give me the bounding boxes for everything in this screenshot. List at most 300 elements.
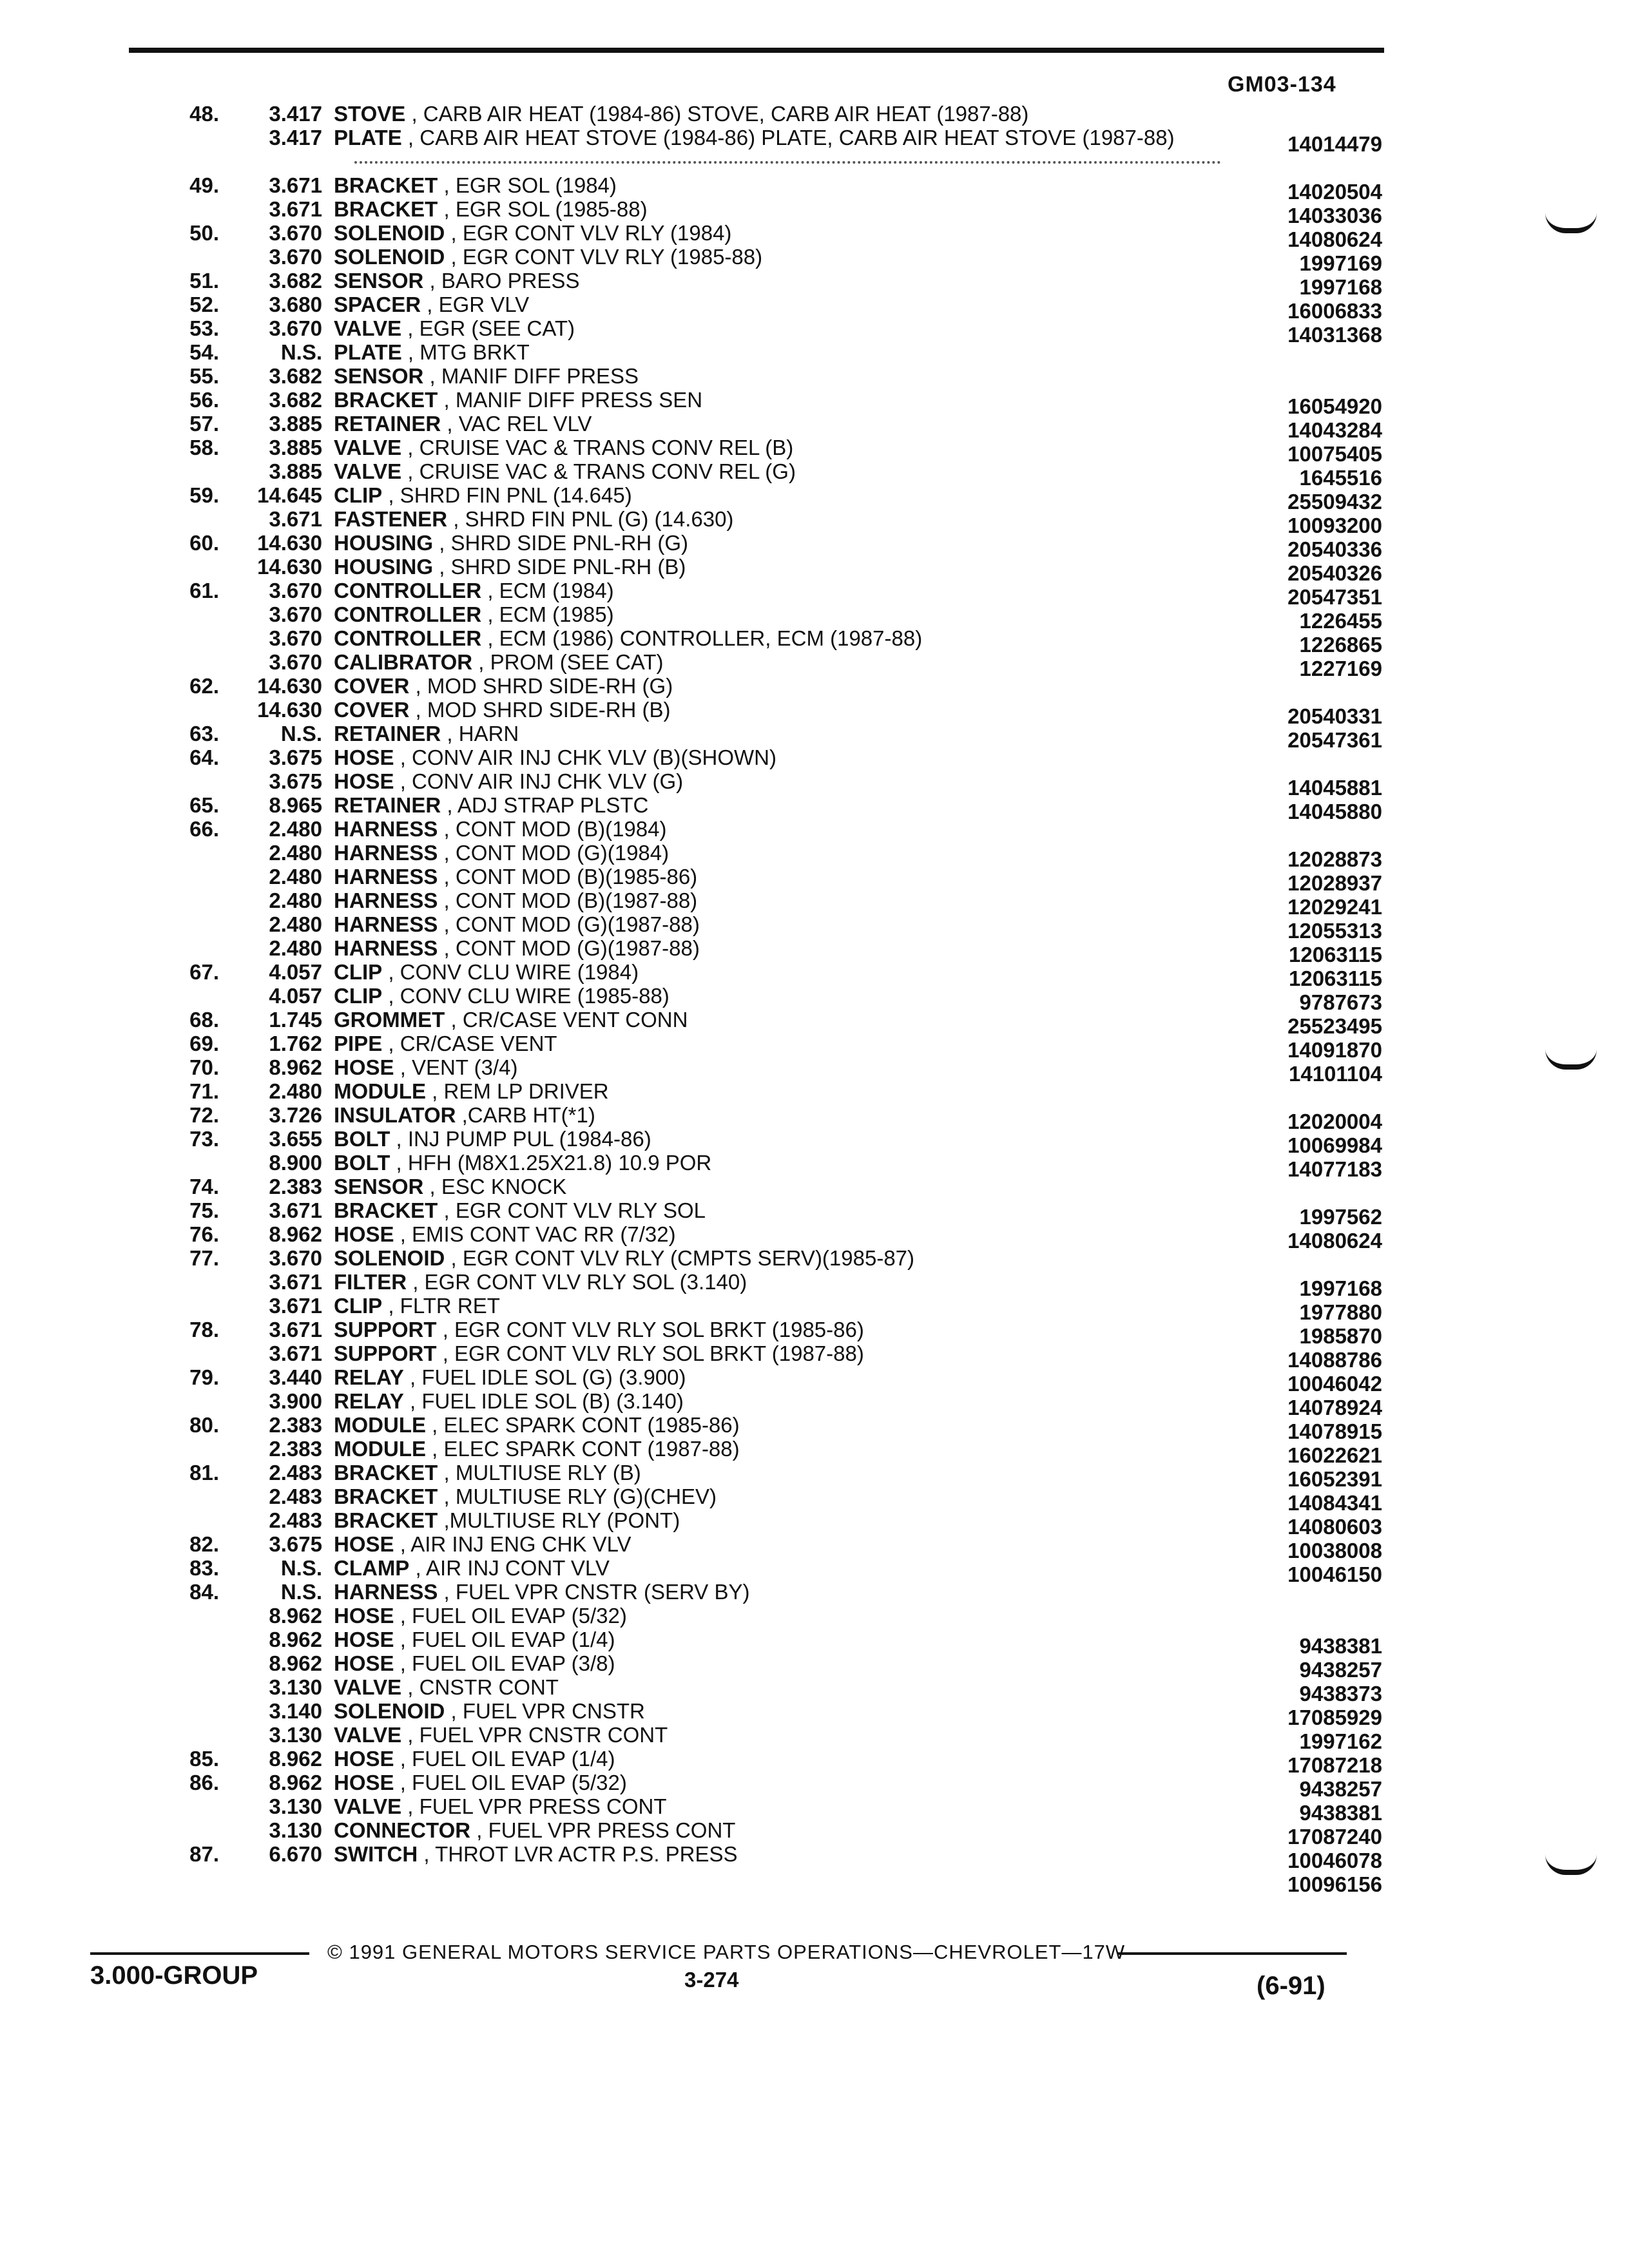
part-detail: , CNSTR CONT — [407, 1675, 559, 1699]
part-name: SOLENOID — [334, 245, 445, 269]
part-description — [334, 1723, 1262, 1747]
item-index: 87. — [189, 1842, 219, 1866]
table-row — [155, 1771, 1382, 1801]
revision-date: (6-91) — [1257, 1972, 1325, 2000]
part-name: PIPE — [334, 1032, 383, 1055]
table-row — [155, 1365, 1382, 1396]
table-row — [155, 1151, 1382, 1181]
part-detail: , INJ PUMP PUL (1984-86) — [396, 1127, 651, 1151]
parts-list — [155, 102, 1382, 1896]
group-number: 3.671 — [269, 173, 322, 197]
table-row — [155, 1437, 1382, 1467]
part-description — [334, 1818, 1262, 1842]
part-name: HOSE — [334, 1628, 394, 1651]
part-number: 9438381 — [1299, 1801, 1382, 1825]
table-row — [155, 1532, 1382, 1562]
part-description — [334, 1008, 1262, 1032]
part-description — [334, 1032, 1262, 1055]
group-number: 3.655 — [269, 1127, 322, 1151]
part-detail: , FUEL OIL EVAP (1/4) — [400, 1628, 615, 1651]
table-row — [155, 293, 1382, 323]
group-number: 3.670 — [269, 221, 322, 245]
part-number: 20540326 — [1287, 561, 1382, 585]
table-row — [155, 102, 1382, 126]
part-detail: , HFH (M8X1.25X21.8) 10.9 POR — [396, 1151, 712, 1175]
group-number: 3.680 — [269, 293, 322, 316]
table-row — [155, 1794, 1382, 1825]
part-detail: , SHRD FIN PNL (14.645) — [388, 483, 632, 507]
group-number: 3.670 — [269, 650, 322, 674]
item-index: 80. — [189, 1413, 219, 1437]
part-number: 10075405 — [1287, 442, 1382, 466]
item-index: 49. — [189, 173, 219, 197]
part-name: VALVE — [334, 316, 402, 340]
group-number: 3.682 — [269, 364, 322, 388]
part-number: 17085929 — [1287, 1706, 1382, 1729]
item-index: 61. — [189, 579, 219, 602]
group-number: 2.383 — [269, 1175, 322, 1198]
part-name: BRACKET — [334, 1508, 438, 1532]
group-number: 14.630 — [257, 698, 322, 722]
part-detail: , CONT MOD (B)(1984) — [443, 817, 667, 841]
group-number: 2.483 — [269, 1461, 322, 1485]
group-number: 3.900 — [269, 1389, 322, 1413]
table-row — [155, 221, 1382, 251]
item-index: 56. — [189, 388, 219, 412]
part-detail: , EGR CONT VLV RLY SOL BRKT (1987-88) — [442, 1341, 864, 1365]
part-detail: , MULTIUSE RLY (B) — [443, 1461, 641, 1485]
table-row — [155, 1246, 1382, 1270]
part-description — [334, 388, 1262, 412]
part-name: COVER — [334, 698, 410, 722]
item-index: 72. — [189, 1103, 219, 1127]
table-row — [155, 1723, 1382, 1753]
group-number: 2.480 — [269, 817, 322, 841]
item-index: 48. — [189, 102, 219, 126]
footer-group-label: 3.000-GROUP — [90, 1961, 258, 1990]
group-number: 8.962 — [269, 1055, 322, 1079]
group-number: 4.057 — [269, 960, 322, 984]
table-row — [155, 1079, 1382, 1103]
group-number: 3.670 — [269, 626, 322, 650]
part-number: 14080624 — [1287, 227, 1382, 251]
part-name: GROMMET — [334, 1008, 445, 1032]
part-name: HARNESS — [334, 865, 438, 889]
part-detail: , CONT MOD (B)(1987-88) — [443, 889, 698, 912]
part-detail: , EGR (SEE CAT) — [407, 316, 575, 340]
group-number: 14.630 — [257, 531, 322, 555]
part-number: 10069984 — [1287, 1133, 1382, 1157]
part-description — [334, 1461, 1262, 1485]
part-number: 14043284 — [1287, 418, 1382, 442]
part-name: HARNESS — [334, 912, 438, 936]
part-description — [334, 1151, 1262, 1175]
part-name: RETAINER — [334, 412, 441, 436]
table-row — [155, 316, 1382, 347]
part-number: 1997562 — [1299, 1205, 1382, 1229]
table-row — [155, 364, 1382, 388]
table-row — [155, 1699, 1382, 1729]
footer-copyright: © 1991 GENERAL MOTORS SERVICE PARTS OPERATIONS—CHEVROLET—17W — [327, 1941, 1126, 1963]
part-description — [334, 483, 1262, 507]
binder-mark — [1545, 1049, 1597, 1070]
group-number: 8.962 — [269, 1628, 322, 1651]
part-name: CLIP — [334, 960, 383, 984]
group-number: 3.671 — [269, 1318, 322, 1341]
part-detail: , EGR VLV — [427, 293, 530, 316]
part-name: SENSOR — [334, 269, 424, 293]
part-description — [334, 1413, 1262, 1437]
part-name: HOSE — [334, 1651, 394, 1675]
part-name: HOSE — [334, 745, 394, 769]
part-number: 16052391 — [1287, 1467, 1382, 1491]
part-number: 10096156 — [1287, 1872, 1382, 1896]
part-number: 25523495 — [1287, 1014, 1382, 1038]
table-row — [155, 722, 1382, 752]
part-description — [334, 626, 1262, 650]
part-description — [334, 1294, 1262, 1318]
item-index: 50. — [189, 221, 219, 245]
part-name: MODULE — [334, 1413, 426, 1437]
part-detail: , MOD SHRD SIDE-RH (B) — [415, 698, 671, 722]
table-row — [155, 698, 1382, 728]
part-name: VALVE — [334, 1723, 402, 1747]
part-number: 12020004 — [1287, 1110, 1382, 1133]
table-row — [155, 793, 1382, 823]
part-number: 1997162 — [1299, 1729, 1382, 1753]
part-description — [334, 1079, 1262, 1103]
part-detail: , CONV AIR INJ CHK VLV (B)(SHOWN) — [400, 745, 776, 769]
part-detail: , HARN — [447, 722, 519, 745]
part-description — [334, 769, 1262, 793]
part-detail: , FUEL VPR CNSTR — [450, 1699, 645, 1723]
leader-dots — [354, 159, 1221, 164]
group-number: 2.480 — [269, 1079, 322, 1103]
part-number: 20540331 — [1287, 704, 1382, 728]
table-row — [155, 1175, 1382, 1198]
part-description — [334, 698, 1262, 722]
table-row — [155, 1628, 1382, 1658]
group-number: 1.762 — [269, 1032, 322, 1055]
part-detail: , MULTIUSE RLY (G)(CHEV) — [443, 1485, 717, 1508]
part-name: RELAY — [334, 1389, 404, 1413]
part-description — [334, 1580, 1262, 1604]
part-name: VALVE — [334, 459, 402, 483]
table-row — [155, 436, 1382, 466]
group-number: 4.057 — [269, 984, 322, 1008]
part-description — [334, 650, 1262, 674]
part-name: VALVE — [334, 1675, 402, 1699]
table-row — [155, 579, 1382, 609]
part-name: HOSE — [334, 1604, 394, 1628]
part-description — [334, 1175, 1262, 1198]
table-row — [155, 1842, 1382, 1872]
part-description — [334, 1675, 1262, 1699]
item-index: 73. — [189, 1127, 219, 1151]
item-index: 63. — [189, 722, 219, 745]
group-number: 3.675 — [269, 1532, 322, 1556]
part-detail: , MTG BRKT — [407, 340, 530, 364]
part-name: COVER — [334, 674, 410, 698]
binder-mark — [1545, 213, 1597, 233]
item-index: 76. — [189, 1222, 219, 1246]
part-detail: , FUEL VPR CNSTR (SERV BY) — [443, 1580, 750, 1604]
part-description — [334, 173, 1262, 197]
part-name: HOSE — [334, 1222, 394, 1246]
part-name: CLIP — [334, 483, 383, 507]
group-number: 3.671 — [269, 507, 322, 531]
part-number: 9787673 — [1299, 990, 1382, 1014]
group-number: 3.417 — [269, 126, 322, 149]
part-number: 20547351 — [1287, 585, 1382, 609]
table-row — [155, 865, 1382, 895]
table-row — [155, 889, 1382, 919]
table-row — [155, 626, 1382, 657]
part-name: VALVE — [334, 1794, 402, 1818]
table-row — [155, 1413, 1382, 1443]
group-number: 3.670 — [269, 579, 322, 602]
item-index: 79. — [189, 1365, 219, 1389]
part-number: 14031368 — [1287, 323, 1382, 347]
group-number: 2.480 — [269, 841, 322, 865]
group-number: 3.671 — [269, 1294, 322, 1318]
item-index: 55. — [189, 364, 219, 388]
part-number: 20547361 — [1287, 728, 1382, 752]
table-row — [155, 1580, 1382, 1604]
part-name: FASTENER — [334, 507, 448, 531]
part-name: RELAY — [334, 1365, 404, 1389]
part-name: MODULE — [334, 1079, 426, 1103]
group-number: 3.671 — [269, 1270, 322, 1294]
part-detail: , VAC REL VLV — [447, 412, 592, 436]
part-name: SWITCH — [334, 1842, 418, 1866]
part-description — [334, 1318, 1262, 1341]
group-number: 3.130 — [269, 1723, 322, 1747]
item-index: 66. — [189, 817, 219, 841]
item-index: 65. — [189, 793, 219, 817]
table-row — [155, 1461, 1382, 1491]
part-number: 12055313 — [1287, 919, 1382, 943]
part-number: 14078924 — [1287, 1396, 1382, 1419]
part-number: 10046150 — [1287, 1562, 1382, 1586]
item-index: 62. — [189, 674, 219, 698]
part-detail: , FUEL VPR CNSTR CONT — [407, 1723, 668, 1747]
part-detail: , AIR INJ ENG CHK VLV — [400, 1532, 631, 1556]
item-index: 64. — [189, 745, 219, 769]
part-number: 14080624 — [1287, 1229, 1382, 1253]
page-number: 3-274 — [684, 1968, 739, 1992]
group-number: 3.671 — [269, 197, 322, 221]
table-row — [155, 817, 1382, 841]
group-number: 3.140 — [269, 1699, 322, 1723]
part-number: 14084341 — [1287, 1491, 1382, 1515]
table-row — [155, 1103, 1382, 1133]
item-index: 59. — [189, 483, 219, 507]
part-number: 1645516 — [1299, 466, 1382, 490]
part-detail: , EGR CONT VLV RLY (1984) — [450, 221, 732, 245]
part-name: HARNESS — [334, 1580, 438, 1604]
part-name: HOUSING — [334, 531, 434, 555]
part-description — [334, 412, 1262, 436]
table-row — [155, 126, 1382, 173]
table-row — [155, 1604, 1382, 1628]
part-description — [334, 1628, 1262, 1651]
part-detail: , SHRD SIDE PNL-RH (G) — [439, 531, 689, 555]
part-description — [334, 102, 1262, 126]
part-description — [334, 459, 1262, 483]
part-detail: , EMIS CONT VAC RR (7/32) — [400, 1222, 676, 1246]
part-description — [334, 1389, 1262, 1413]
group-number: 2.480 — [269, 912, 322, 936]
part-number: 17087240 — [1287, 1825, 1382, 1849]
part-number: 1997168 — [1299, 1276, 1382, 1300]
item-index: 51. — [189, 269, 219, 293]
part-description — [334, 245, 1262, 269]
part-number: 9438373 — [1299, 1682, 1382, 1706]
part-detail: , ECM (1984) — [487, 579, 614, 602]
part-detail: , ESC KNOCK — [429, 1175, 567, 1198]
table-row — [155, 483, 1382, 514]
table-row — [155, 1485, 1382, 1515]
part-number: 1977880 — [1299, 1300, 1382, 1324]
part-name: BRACKET — [334, 1198, 438, 1222]
part-detail: , PROM (SEE CAT) — [478, 650, 664, 674]
part-description — [334, 1198, 1262, 1222]
part-name: CLIP — [334, 1294, 383, 1318]
part-number: 1985870 — [1299, 1324, 1382, 1348]
group-number: 3.130 — [269, 1675, 322, 1699]
group-number: 3.885 — [269, 436, 322, 459]
part-description — [334, 340, 1262, 364]
part-name: MODULE — [334, 1437, 426, 1461]
group-number: N.S. — [280, 340, 322, 364]
table-row — [155, 173, 1382, 204]
table-row — [155, 602, 1382, 633]
group-number: 14.630 — [257, 674, 322, 698]
part-detail: , VENT (3/4) — [400, 1055, 518, 1079]
table-row — [155, 412, 1382, 442]
group-number: 3.670 — [269, 316, 322, 340]
part-description — [334, 507, 1262, 531]
part-name: CLIP — [334, 984, 383, 1008]
item-index: 78. — [189, 1318, 219, 1341]
part-detail: , EGR CONT VLV RLY (CMPTS SERV)(1985-87) — [450, 1246, 915, 1270]
part-name: SUPPORT — [334, 1341, 437, 1365]
part-description — [334, 579, 1262, 602]
part-name: SENSOR — [334, 364, 424, 388]
group-number: 3.682 — [269, 388, 322, 412]
part-name: BRACKET — [334, 1485, 438, 1508]
part-detail: , SHRD FIN PNL (G) (14.630) — [453, 507, 734, 531]
part-name: RETAINER — [334, 722, 441, 745]
part-description — [334, 1842, 1262, 1866]
item-index: 82. — [189, 1532, 219, 1556]
part-number: 20540336 — [1287, 537, 1382, 561]
part-detail: , EGR SOL (1984) — [443, 173, 617, 197]
part-description — [334, 1437, 1262, 1461]
group-number: 8.900 — [269, 1151, 322, 1175]
part-number: 1226455 — [1299, 609, 1382, 633]
part-name: SOLENOID — [334, 1246, 445, 1270]
table-row — [155, 984, 1382, 1014]
part-name: SPACER — [334, 293, 421, 316]
part-number: 1997168 — [1299, 275, 1382, 299]
table-row — [155, 388, 1382, 418]
part-name: HOSE — [334, 769, 394, 793]
table-row — [155, 769, 1382, 800]
item-index: 54. — [189, 340, 219, 364]
part-description — [334, 1365, 1262, 1389]
item-index: 67. — [189, 960, 219, 984]
table-row — [155, 1651, 1382, 1682]
part-description — [334, 674, 1262, 698]
part-description — [334, 1651, 1262, 1675]
part-description — [334, 531, 1262, 555]
part-number: 14077183 — [1287, 1157, 1382, 1181]
group-number: 3.675 — [269, 745, 322, 769]
group-number: 3.440 — [269, 1365, 322, 1389]
part-name: PLATE — [334, 340, 402, 364]
item-index: 69. — [189, 1032, 219, 1055]
part-detail: ,CARB HT(*1) — [461, 1103, 595, 1127]
part-detail: , ELEC SPARK CONT (1987-88) — [432, 1437, 740, 1461]
group-number: 2.383 — [269, 1413, 322, 1437]
group-number: 2.480 — [269, 865, 322, 889]
part-description — [334, 602, 1262, 626]
item-index: 70. — [189, 1055, 219, 1079]
table-row — [155, 841, 1382, 871]
part-number: 14033036 — [1287, 204, 1382, 227]
part-description — [334, 1246, 1262, 1270]
part-name: PLATE — [334, 126, 402, 149]
part-name: BOLT — [334, 1151, 390, 1175]
part-detail: , CONT MOD (G)(1987-88) — [443, 912, 700, 936]
part-description — [334, 865, 1262, 889]
part-name: HARNESS — [334, 936, 438, 960]
part-description — [334, 1794, 1262, 1818]
part-description — [334, 841, 1262, 865]
part-name: FILTER — [334, 1270, 407, 1294]
part-detail: , FLTR RET — [388, 1294, 500, 1318]
group-number: 3.671 — [269, 1198, 322, 1222]
part-description — [334, 1771, 1262, 1794]
part-number: 14080603 — [1287, 1515, 1382, 1539]
table-row — [155, 1294, 1382, 1324]
part-number: 12028873 — [1287, 847, 1382, 871]
part-description — [334, 269, 1262, 293]
part-number: 9438257 — [1299, 1777, 1382, 1801]
top-rule — [129, 48, 1384, 53]
table-row — [155, 1222, 1382, 1253]
part-description — [334, 1341, 1262, 1365]
group-number: 2.383 — [269, 1437, 322, 1461]
item-index: 81. — [189, 1461, 219, 1485]
table-row — [155, 1818, 1382, 1849]
part-detail: , ELEC SPARK CONT (1985-86) — [432, 1413, 740, 1437]
part-name: HOSE — [334, 1747, 394, 1771]
table-row — [155, 1318, 1382, 1348]
part-detail: , FUEL IDLE SOL (B) (3.140) — [410, 1389, 684, 1413]
group-number: 3.671 — [269, 1341, 322, 1365]
part-description — [334, 817, 1262, 841]
document-code: GM03-134 — [1228, 72, 1336, 97]
part-description — [334, 555, 1262, 579]
part-description — [334, 1508, 1262, 1532]
part-name: BOLT — [334, 1127, 390, 1151]
part-detail: , CR/CASE VENT CONN — [450, 1008, 688, 1032]
part-description — [334, 1556, 1262, 1580]
part-detail: , FUEL OIL EVAP (3/8) — [400, 1651, 615, 1675]
